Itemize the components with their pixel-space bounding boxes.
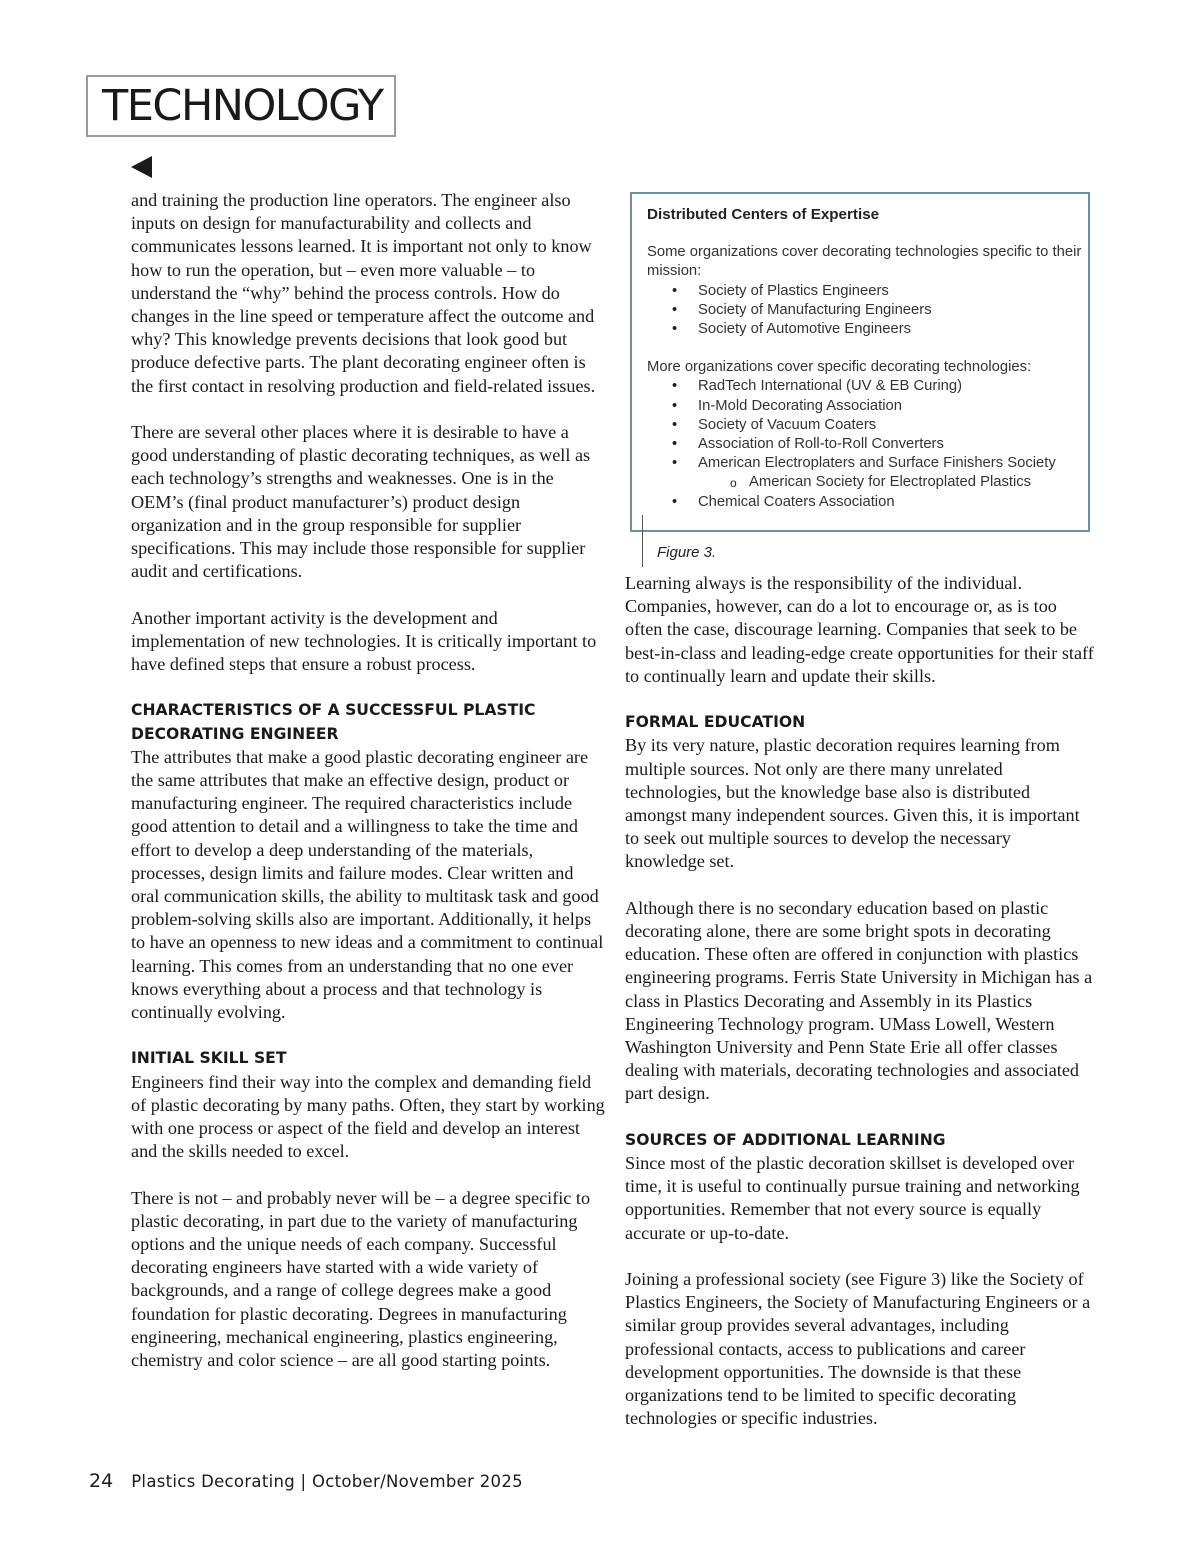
list-item: • Chemical Coaters Association bbox=[647, 493, 1088, 512]
paragraph: There is not – and probably never will be – a degree specific to plastic decorating, in part due to the variety of manufacturing options and the unique needs of each company. Successful decorating engineers have started with a wide variety of backgrounds, and a range of college degrees make a good foundation for plastic decorating. Degrees in manufacturing engineering, mechanical engineering, plastics engineering, chemistry and color science – are all good starting points. bbox=[131, 1187, 591, 1371]
figure-list-technologies bbox=[647, 377, 1088, 511]
figure-intro: Some organizations cover decorating technologies specific to their mission: bbox=[647, 244, 1082, 280]
figure-intro: More organizations cover specific decorating technologies: bbox=[647, 359, 1032, 376]
paragraph: The attributes that make a good plastic decorating engineer are the same attributes that make an effective design, product or manufacturing engineer. The required characteristics include good attention to detail and a willingness to take the time and effort to develop a deep understanding of the materials, processes, design limits and failure modes. Clear written and oral communication skills, the ability to multitask task and good problem-solving skills also are important. Additionally, it helps to have an openness to new ideas and a commitment to continual learning. This comes from an understanding that no one ever knows everything about a process and that technology is continually evolving. bbox=[131, 746, 604, 1023]
paragraph: Learning always is the responsibility of the individual. Companies, however, can do a lot to encourage or, as is too often the case, discourage learning. Companies that seek to be best-in-class and leading-edge create opportunities for their staff to continually learn and update their skills. bbox=[625, 573, 1094, 686]
list-item: • Society of Plastics Engineers bbox=[647, 282, 1088, 301]
figure-caption: Figure 3. bbox=[657, 544, 717, 561]
paragraph: Joining a professional society (see Figure 3) like the Society of Plastics Engineers, the Society of Manufacturing Engineers or a similar group provides several advantages, including professional contacts, access to publications and career development opportunities. The downside is that these organizations tend to be limited to specific decorating technologies or specific industries. bbox=[625, 1269, 1091, 1429]
subheading-formal-education: FORMAL EDUCATION bbox=[625, 713, 806, 732]
right-column bbox=[625, 572, 1095, 1430]
section-header-box bbox=[86, 75, 396, 137]
list-item: • Society of Vacuum Coaters bbox=[647, 416, 1088, 435]
left-column bbox=[131, 189, 605, 1372]
list-item: • American Electroplaters and Surface Finishers Society bbox=[647, 454, 1088, 473]
list-item: • RadTech International (UV & EB Curing) bbox=[647, 377, 1088, 396]
section-title: TECHNOLOGY bbox=[102, 80, 383, 131]
figure-title: Distributed Centers of Expertise bbox=[647, 206, 880, 223]
paragraph: There are several other places where it is desirable to have a good understanding of plastic decorating techniques, as well as each technology’s strengths and weaknesses. One is in the OEM’s (final product manufacturer’s) product design organization and in the group responsible for supplier specifications. This may include those responsible for supplier audit and certifications. bbox=[131, 422, 591, 582]
subheading-initial-skill-set: INITIAL SKILL SET bbox=[131, 1049, 287, 1068]
list-item: • Society of Automotive Engineers bbox=[647, 320, 1088, 339]
publication-info: Plastics Decorating | October/November 2025 bbox=[131, 1472, 523, 1491]
list-item: • In-Mold Decorating Association bbox=[647, 397, 1088, 416]
figure-list-mission bbox=[647, 282, 1088, 340]
paragraph: Although there is no secondary education based on plastic decorating alone, there are some bright spots in decorating education. These often are offered in conjunction with plastics engineering programs. Ferris State University in Michigan has a class in Plastics Decorating and Assembly in its Plastics Engineering Technology program. UMass Lowell, Western Washington University and Penn State Erie all offer classes dealing with materials, decorating technologies and associated part design. bbox=[625, 897, 1093, 1104]
paragraph: Another important activity is the development and implementation of new technologies. It is critically important to have defined steps that ensure a robust process. bbox=[131, 607, 597, 675]
paragraph: and training the production line operators. The engineer also inputs on design for manufacturability and collects and communicates lessons learned. It is important not only to know how to run the operation, but – even more valuable – to understand the “why” behind the process controls. How do changes in the line speed or temperature affect the outcome and why? This knowledge prevents decisions that look good but produce defective parts. The plant decorating engineer often is the first contact in resolving production and field-related issues. bbox=[131, 190, 596, 396]
caption-rule bbox=[642, 515, 643, 567]
list-item: • Association of Roll-to-Roll Converters bbox=[647, 435, 1088, 454]
figure-3-box bbox=[630, 192, 1090, 532]
page-footer bbox=[89, 1470, 523, 1492]
list-subitem: o American Society for Electroplated Plastics bbox=[647, 473, 1088, 492]
subheading-additional-learning: SOURCES OF ADDITIONAL LEARNING bbox=[625, 1130, 946, 1149]
list-item: • Society of Manufacturing Engineers bbox=[647, 301, 1088, 320]
subheading-characteristics: CHARACTERISTICS OF A SUCCESSFUL PLASTIC DECORATING ENGINEER bbox=[131, 701, 536, 743]
previous-page-arrow-icon[interactable] bbox=[131, 156, 152, 178]
page-number: 24 bbox=[89, 1470, 114, 1492]
paragraph: Since most of the plastic decoration skillset is developed over time, it is useful to continually pursue training and networking opportunities. Remember that not every source is equally accurate or up-to-date. bbox=[625, 1153, 1080, 1243]
paragraph: Engineers find their way into the complex and demanding field of plastic decorating by many paths. Often, they start by working with one process or aspect of the field and develop an interest and the skills needed to excel. bbox=[131, 1071, 605, 1162]
paragraph: By its very nature, plastic decoration requires learning from multiple sources. Not only are there many unrelated technologies, but the knowledge base also is distributed amongst many independent sources. Given this, it is important to seek out multiple sources to develop the necessary knowledge set. bbox=[625, 735, 1080, 872]
